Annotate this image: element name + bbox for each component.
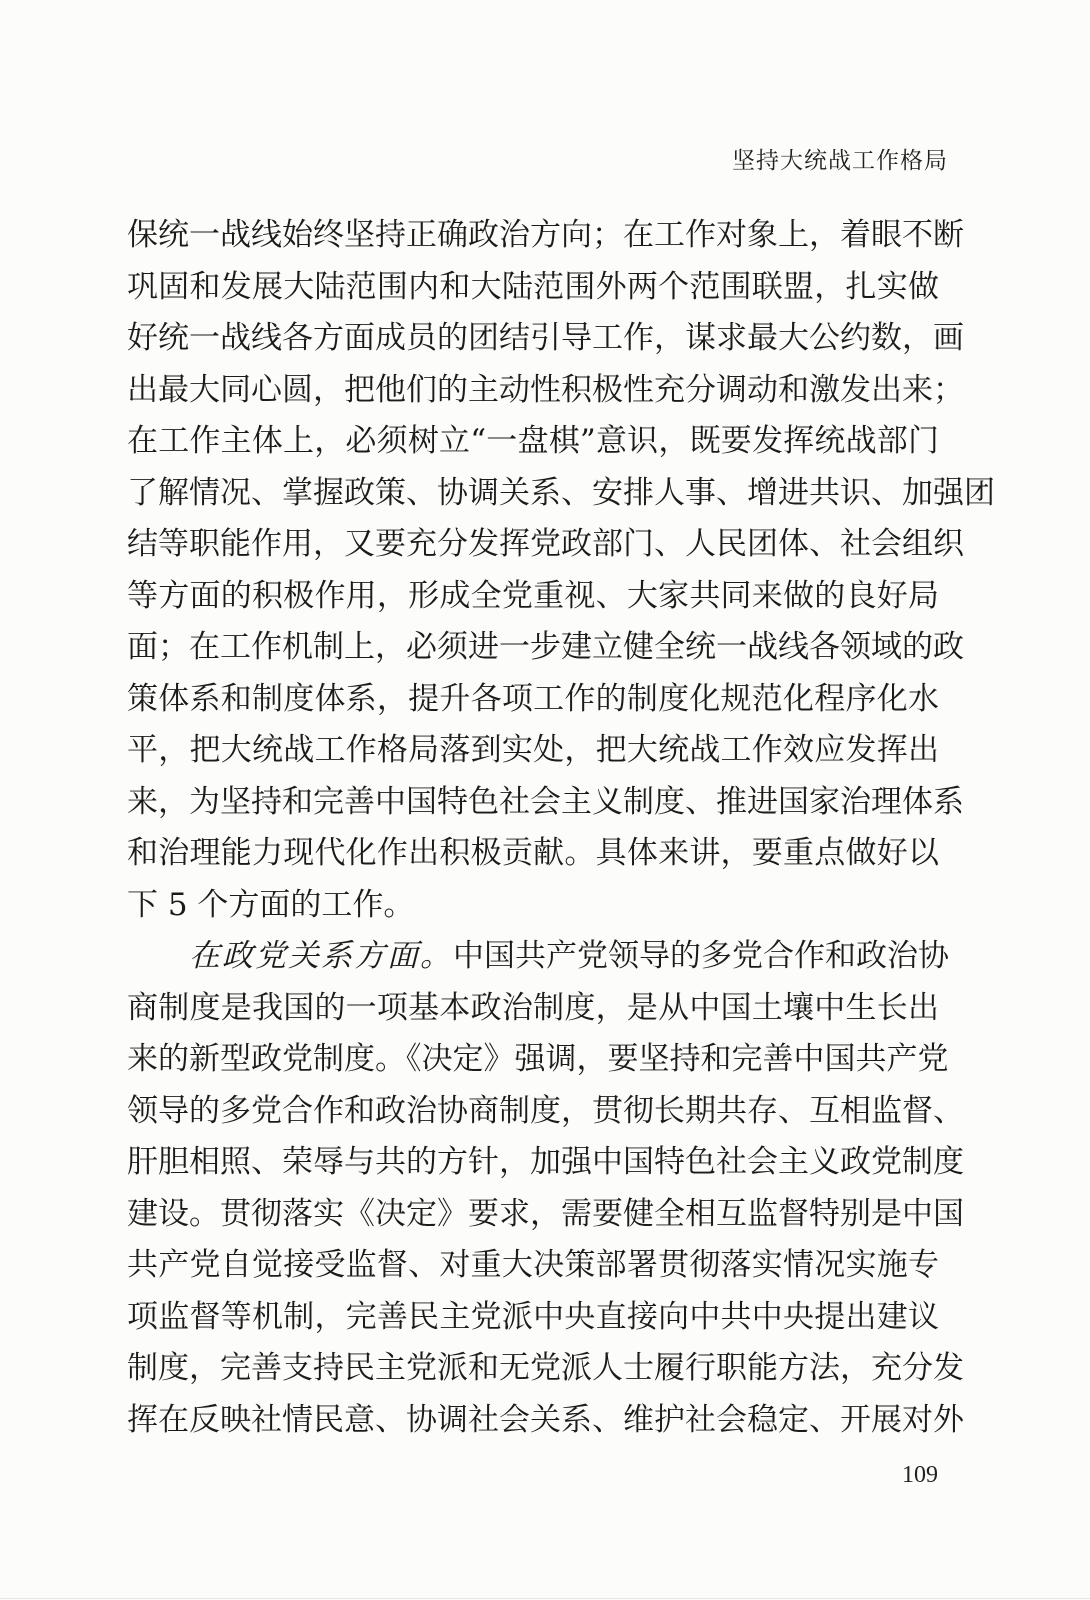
running-header: 坚持大统战工作格局 [732,148,948,174]
body-text [127,210,995,1446]
text-line: 保统一战线始终坚持正确政治方向；在工作对象上，着眼不断 [127,217,964,253]
page-number: 109 [902,1462,938,1488]
text-line: 巩固和发展大陆范围内和大陆范围外两个范围联盟，扎实做 [127,268,939,305]
text-line: 下 5 个方面的工作。 [127,886,415,923]
text-line-first [127,931,949,983]
text-line: 和治理能力现代化作出积极贡献。具体来讲，要重点做好以 [127,835,939,871]
text-line: 面；在工作机制上，必须进一步建立健全统一战线各领域的政 [127,629,964,665]
first-line-rest: 中国共产党领导的多党合作和政治协 [453,938,949,974]
text-line: 制度，完善支持民主党派和无党派人士履行职能方法，充分发 [127,1350,964,1386]
text-line: 结等职能作用，又要充分发挥党政部门、人民团体、社会组织 [127,526,964,562]
text-line: 来的新型政党制度。《决定》强调，要坚持和完善中国共产党 [127,1041,949,1077]
text-line: 策体系和制度体系，提升各项工作的制度化规范化程序化水 [127,680,939,717]
text-line: 商制度是我国的一项基本政治制度，是从中国土壤中生长出 [127,989,939,1026]
text-line: 出最大同心圆，把他们的主动性积极性充分调动和激发出来； [127,371,964,408]
text-line: 领导的多党合作和政治协商制度，贯彻长期共存、互相监督、 [127,1092,964,1129]
text-line: 共产党自觉接受监督、对重大决策部署贯彻落实情况实施专 [127,1247,939,1283]
text-line: 等方面的积极作用，形成全党重视、大家共同来做的良好局 [127,577,939,614]
text-line: 了解情况、掌握政策、协调关系、安排人事、增进共识、加强团 [127,474,995,511]
paragraph-1 [127,210,995,931]
paragraph-2 [127,931,964,1446]
page-bottom-edge [0,1598,1090,1599]
text-line: 好统一战线各方面成员的团结引导工作，谋求最大公约数，画 [127,320,964,356]
paragraph-lead: 在政党关系方面。 [189,938,453,974]
text-line: 建设。贯彻落实《决定》要求，需要健全相互监督特别是中国 [127,1195,964,1232]
text-line: 来，为坚持和完善中国特色社会主义制度、推进国家治理体系 [127,783,964,820]
text-line: 项监督等机制，完善民主党派中央直接向中共中央提出建议 [127,1298,939,1335]
text-line: 挥在反映社情民意、协调社会关系、维护社会稳定、开展对外 [127,1401,964,1438]
text-line: 肝胆相照、荣辱与共的方针，加强中国特色社会主义政党制度 [127,1144,964,1180]
text-line: 平，把大统战工作格局落到实处，把大统战工作效应发挥出 [127,732,939,768]
text-line: 在工作主体上，必须树立“一盘棋”意识，既要发挥统战部门 [127,423,939,459]
